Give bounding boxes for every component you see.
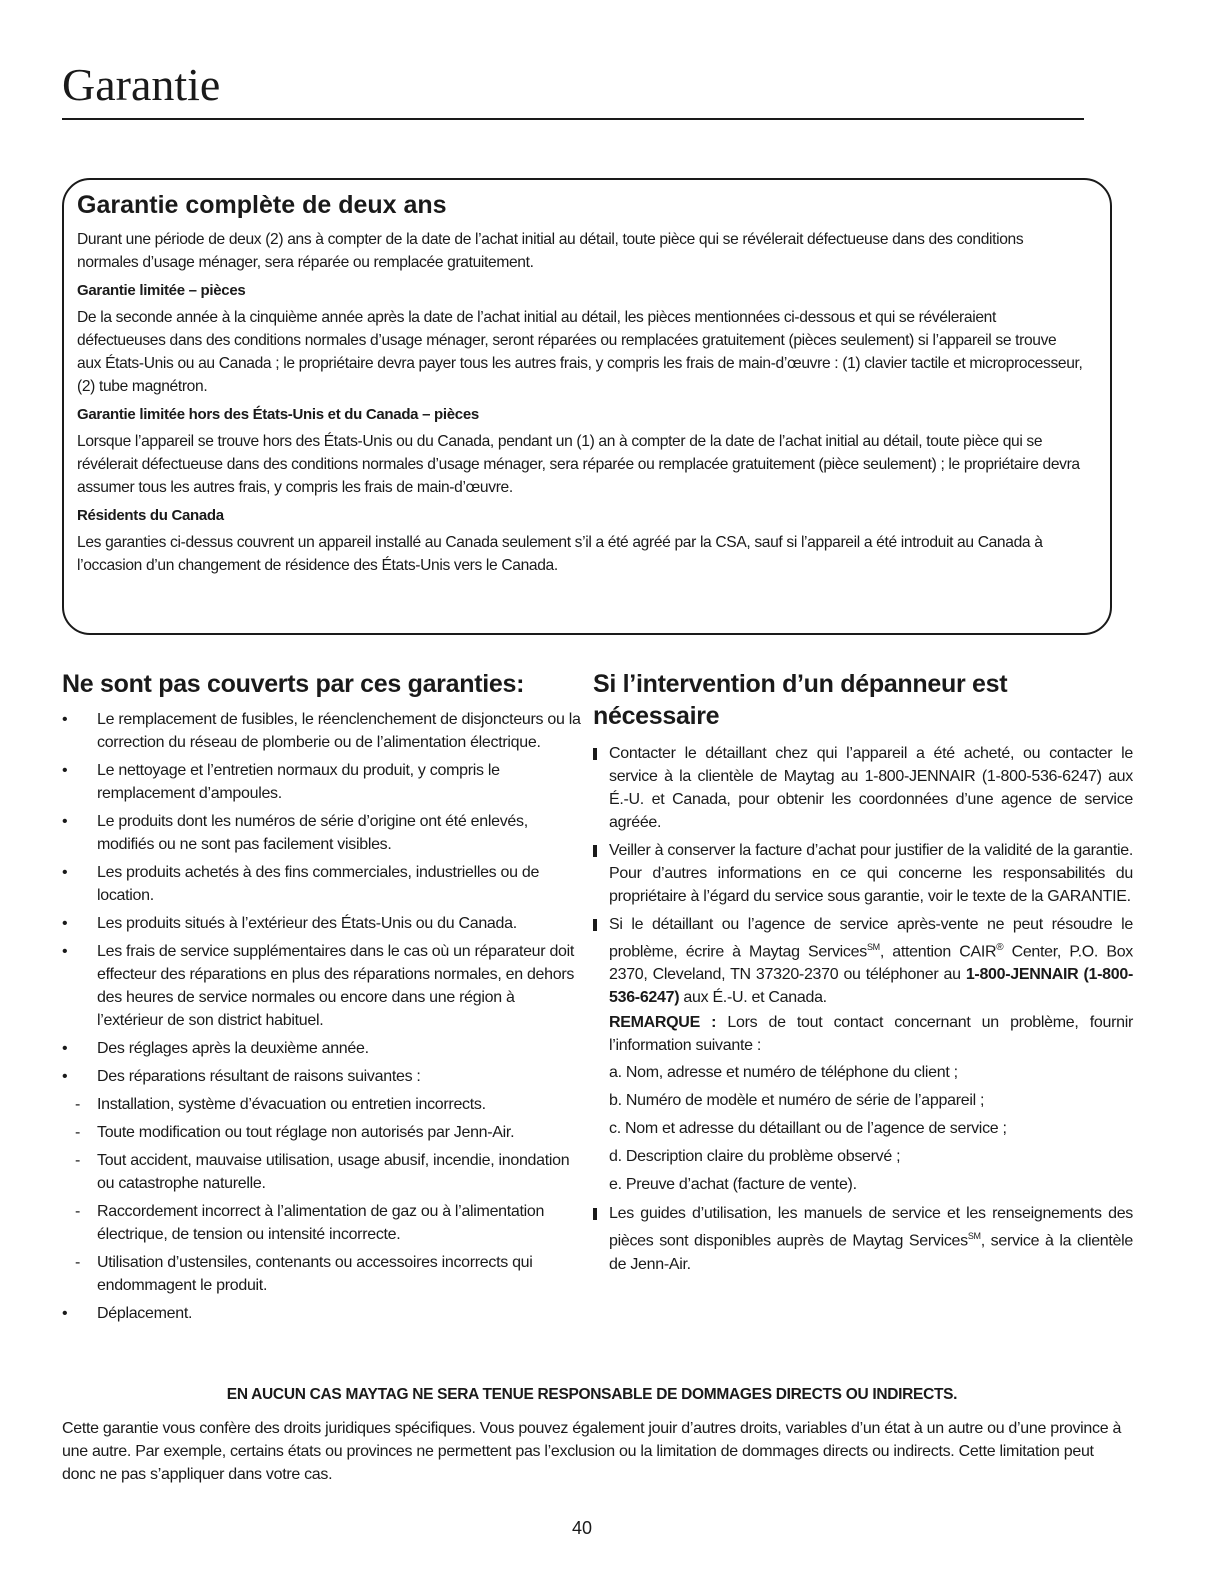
sub-list-item: - Tout accident, mauvaise utilisation, usage abusif, incendie, inondation ou catastrophe naturelle. [62,1149,582,1195]
not-covered-list [62,708,582,1088]
outside-us-canada-text: Lorsque l’appareil se trouve hors des États-Unis ou du Canada, pendant un (1) an à compter de la date de l’achat initial au détail, toute pièce qui se révélerait défectueuse dans des conditions normales d’usage ménager, sera réparée ou remplacée gratuitement (pièce seulement) ; le propriétaire devra assumer tous les autres frais, y compris les frais de main-d’œuvre. [77,433,1080,496]
step-text: Si le détaillant ou l’agence de service après-vente ne peut résoudre le problème, écrire à Maytag Services [609,916,1133,961]
remark-item: c. Nom et adresse du détaillant ou de l’agence de service ; [609,1120,1007,1138]
canada-residents-text: Les garanties ci-dessus couvrent un appareil installé au Canada seulement s’il a été agréé par la CSA, sauf si l’appareil a été introduit au Canada à l’occasion d’un changement de résidence des États-Unis vers le Canada. [77,534,1043,574]
remark-item: b. Numéro de modèle et numéro de série de l’appareil ; [609,1092,985,1110]
step-text: Les guides d’utilisation, les manuels de service et les renseignements des pièces sont disponibles auprès de Maytag Services [609,1205,1133,1250]
legal-rights-text: Cette garantie vous confère des droits juridiques spécifiques. Vous pouvez également jouir d’autres droits, variables d’un état à un autre ou d’une province à une autre. Par exemple, certains états ou provinces ne permettent pas l’exclusion ou la limitation de dommages directs ou indirects. Cette limitation peut donc ne pas s’appliquer dans votre cas. [62,1420,1122,1483]
step-text: , service à la clientèle de Jenn-Air. [609,1232,1134,1273]
list-item: • Des réglages après la deuxième année. [62,1037,582,1060]
service-section [593,668,1133,1281]
list-item: • Le remplacement de fusibles, le réenclenchement de disjoncteurs ou la correction du réseau de plomberie ou de l’alimentation électrique. [62,708,582,754]
registered-mark: ® [996,942,1004,953]
step-text: Center, P.O. Box 2370, Cleveland, TN 37320-2370 ou téléphoner au [609,943,1133,984]
step-text: aux É.-U. et Canada. [679,989,827,1007]
limited-parts-title: Garantie limitée – pièces [77,282,246,299]
remark-text: Lors de tout contact concernant un problème, fournir l’information suivante : [609,1014,1133,1055]
page-number: 40 [571,1518,593,1538]
full-warranty-intro: Durant une période de deux (2) ans à compter de la date de l’achat initial au détail, toute pièce qui se révélerait défectueuse dans des conditions normales d’usage ménager, sera réparée ou remplacée gratuitement. [77,231,1024,271]
service-heading: Si l’intervention d’un dépanneur est nécessaire [593,670,1008,730]
service-steps [593,742,1133,1276]
remark-item: d. Description claire du problème observé ; [609,1148,901,1166]
canada-residents-title: Résidents du Canada [77,507,224,524]
sub-list-item: - Toute modification ou tout réglage non autorisés par Jenn-Air. [62,1121,582,1144]
sub-list-item: - Installation, système d’évacuation ou entretien incorrects. [62,1093,582,1116]
list-item: • Les frais de service supplémentaires dans le cas où un réparateur doit effecteur des réparations en plus des réparations normales, en dehors des heures de service normales ou encore dans une région à l’extérieur de son district habituel. [62,940,582,1032]
limited-parts-text: De la seconde année à la cinquième année après la date de l’achat initial au détail, les pièces mentionnées ci-dessous et qui se révéleraient défectueuses dans des conditions normales d’usage ménager, seront réparées ou remplacées gratuitement (pièces seulement) si l’appareil se trouve aux États-Unis ou au Canada ; le propriétaire devra payer tous les autres frais, y compris les frais de main-d’œuvre : (1) clavier tactile et microprocesseur, (2) tube magnétron. [77,309,1083,395]
full-warranty-box [62,178,1112,635]
service-step [593,1202,1133,1275]
remark-item: e. Preuve d’achat (facture de vente). [609,1176,857,1194]
list-item: • Déplacement. [62,1302,582,1325]
not-covered-heading: Ne sont pas couverts par ces garanties: [62,670,525,698]
remark-label: REMARQUE : [609,1014,717,1032]
list-item: • Le nettoyage et l’entretien normaux du produit, y compris le remplacement d’ampoules. [62,759,582,805]
repair-reasons-sublist [62,1093,582,1297]
service-mark: SM [967,1231,981,1242]
service-step: Contacter le détaillant chez qui l’appareil a été acheté, ou contacter le service à la clientèle de Maytag au 1-800-JENNAIR (1-800-536-6247) aux É.-U. et Canada, pour obtenir les coordonnées d’une agence de service agréée. [593,742,1133,834]
not-covered-section [62,668,582,1330]
remark [609,1011,1133,1057]
outside-us-canada-title: Garantie limitée hors des États-Unis et du Canada – pièces [77,406,479,423]
list-item-label: Des réparations résultant de raisons suivantes : [97,1068,421,1085]
not-covered-list-end [62,1302,582,1325]
title-rule [62,118,1084,120]
sub-list-item: - Raccordement incorrect à l’alimentation de gaz ou à l’alimentation électrique, de tension ou intensité incorrecte. [62,1200,582,1246]
list-item: • Le produits dont les numéros de série d’origine ont été enlevés, modifiés ou ne sont pas facilement visibles. [62,810,582,856]
full-warranty-heading: Garantie complète de deux ans [77,191,447,219]
list-item-with-sublist [62,1065,582,1088]
list-item: • Les produits achetés à des fins commerciales, industrielles ou de location. [62,861,582,907]
step-text: , attention CAIR [879,943,997,961]
list-item: • Les produits situés à l’extérieur des États-Unis ou du Canada. [62,912,582,935]
page-title: Garantie [62,59,221,110]
service-step: Veiller à conserver la facture d’achat pour justifier de la validité de la garantie. Pour d’autres informations en ce qui concerne les responsabilités du propriétaire à l’égard du service sous garantie, voir le texte de la GARANTIE. [593,839,1133,908]
sub-list-item: - Utilisation d’ustensiles, contenants ou accessoires incorrects qui endommagent le produit. [62,1251,582,1297]
service-step [593,913,1133,1196]
liability-disclaimer: EN AUCUN CAS MAYTAG NE SERA TENUE RESPONSABLE DE DOMMAGES DIRECTS OU INDIRECTS. [226,1386,958,1403]
phone-number: 1-800-JENNAIR (1-800-536-6247) [609,966,1133,1007]
remark-list [609,1061,1133,1196]
service-mark: SM [866,942,880,952]
remark-item: a. Nom, adresse et numéro de téléphone du client ; [609,1064,958,1082]
